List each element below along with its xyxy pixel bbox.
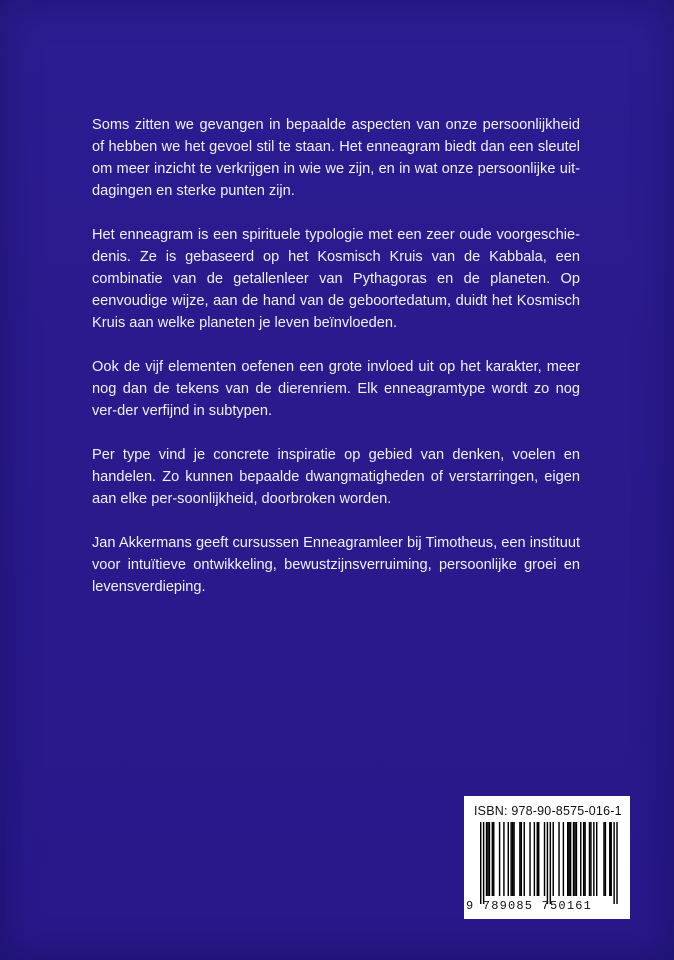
barcode-bar xyxy=(573,822,574,896)
barcode-bar xyxy=(492,822,493,896)
barcode-bar xyxy=(550,822,551,904)
ean-digits: 9 789085 750161 xyxy=(466,899,593,913)
barcode-bar xyxy=(558,822,559,896)
barcode-bar xyxy=(538,822,539,896)
barcode-bar xyxy=(512,822,513,896)
barcode-bar xyxy=(483,822,484,904)
blurb-paragraph: Jan Akkermans geeft cursussen Enneagramleer bij Timotheus, een instituut voor intuïtieve ontwikkeling, bewustzijnsverruiming, persoonlijke groei en levensverdieping. xyxy=(92,535,580,595)
barcode-bar xyxy=(547,822,548,904)
barcode-bar xyxy=(487,822,488,896)
barcode-bar xyxy=(544,822,545,896)
isbn-label: ISBN: 978-90-8575-016-1 xyxy=(474,804,622,818)
barcode-bar xyxy=(574,822,575,896)
barcode-bar xyxy=(616,822,617,904)
barcode-bar xyxy=(534,822,535,896)
barcode-bar xyxy=(590,822,591,896)
blurb-paragraph: Soms zitten we gevangen in bepaalde aspecten van onze persoonlijkheid of hebben we het gevoel stil te staan. Het enneagram biedt dan een sleutel om meer inzicht te verkrijgen in wie we zijn, en in wat onze persoonlijke uit-dagingen en sterke punten zijn. xyxy=(92,117,580,199)
barcode-panel xyxy=(464,796,630,919)
barcode-bar xyxy=(493,822,494,896)
barcode-bar xyxy=(580,822,581,896)
barcode-bar xyxy=(510,822,511,896)
barcode-bar xyxy=(521,822,522,896)
barcode-bar xyxy=(519,822,520,896)
barcode-bar xyxy=(499,822,500,896)
barcode-bar xyxy=(567,822,568,896)
barcode-bar xyxy=(563,822,564,896)
barcode-bar xyxy=(576,822,577,896)
barcode-bar xyxy=(593,822,594,896)
barcode-bar xyxy=(584,822,585,896)
barcode-bar xyxy=(489,822,490,896)
barcode-bar xyxy=(529,822,530,896)
barcode-bar xyxy=(486,822,487,896)
barcode-bar xyxy=(508,822,509,896)
barcode-bar xyxy=(603,822,604,896)
barcode-bar xyxy=(583,822,584,896)
barcode-bar xyxy=(596,822,597,896)
barcode-bar xyxy=(513,822,514,896)
blurb-paragraph: Ook de vijf elementen oefenen een grote invloed uit op het karakter, meer nog dan de tekens van de dierenriem. Elk enneagramtype wordt zo nog ver-der verfijnd in subtypen. xyxy=(92,359,580,419)
blurb-paragraph: Per type vind je concrete inspiratie op gebied van denken, voelen en handelen. Zo kunnen bepaalde dwangmatigheden of verstarringen, eigen aan elke per-soonlijkheid, doorbroken worden. xyxy=(92,447,580,507)
barcode-bar xyxy=(589,822,590,896)
barcode-bar xyxy=(605,822,606,896)
barcode-icon xyxy=(470,822,624,908)
barcode-bar xyxy=(570,822,571,896)
barcode-bar xyxy=(524,822,525,896)
barcode-bar xyxy=(480,822,481,904)
barcode-bar xyxy=(611,822,612,896)
barcode-bar xyxy=(503,822,504,896)
barcode-bar xyxy=(553,822,554,896)
blurb-text xyxy=(92,114,580,620)
barcode-bar xyxy=(537,822,538,896)
barcode-bar xyxy=(568,822,569,896)
blurb-paragraph: Het enneagram is een spirituele typologie met een zeer oude voorgeschie-denis. Ze is gebaseerd op het Kosmisch Kruis van de Kabbala, een combinatie van de getallenleer van Pythagoras en de planeten. Op eenvoudige wijze, aan de hand van de geboortedatum, duidt het Kosmisch Kruis aan welke planeten je leven beïnvloeden. xyxy=(92,227,580,331)
barcode-bar xyxy=(613,822,614,904)
barcode-bar xyxy=(609,822,610,896)
